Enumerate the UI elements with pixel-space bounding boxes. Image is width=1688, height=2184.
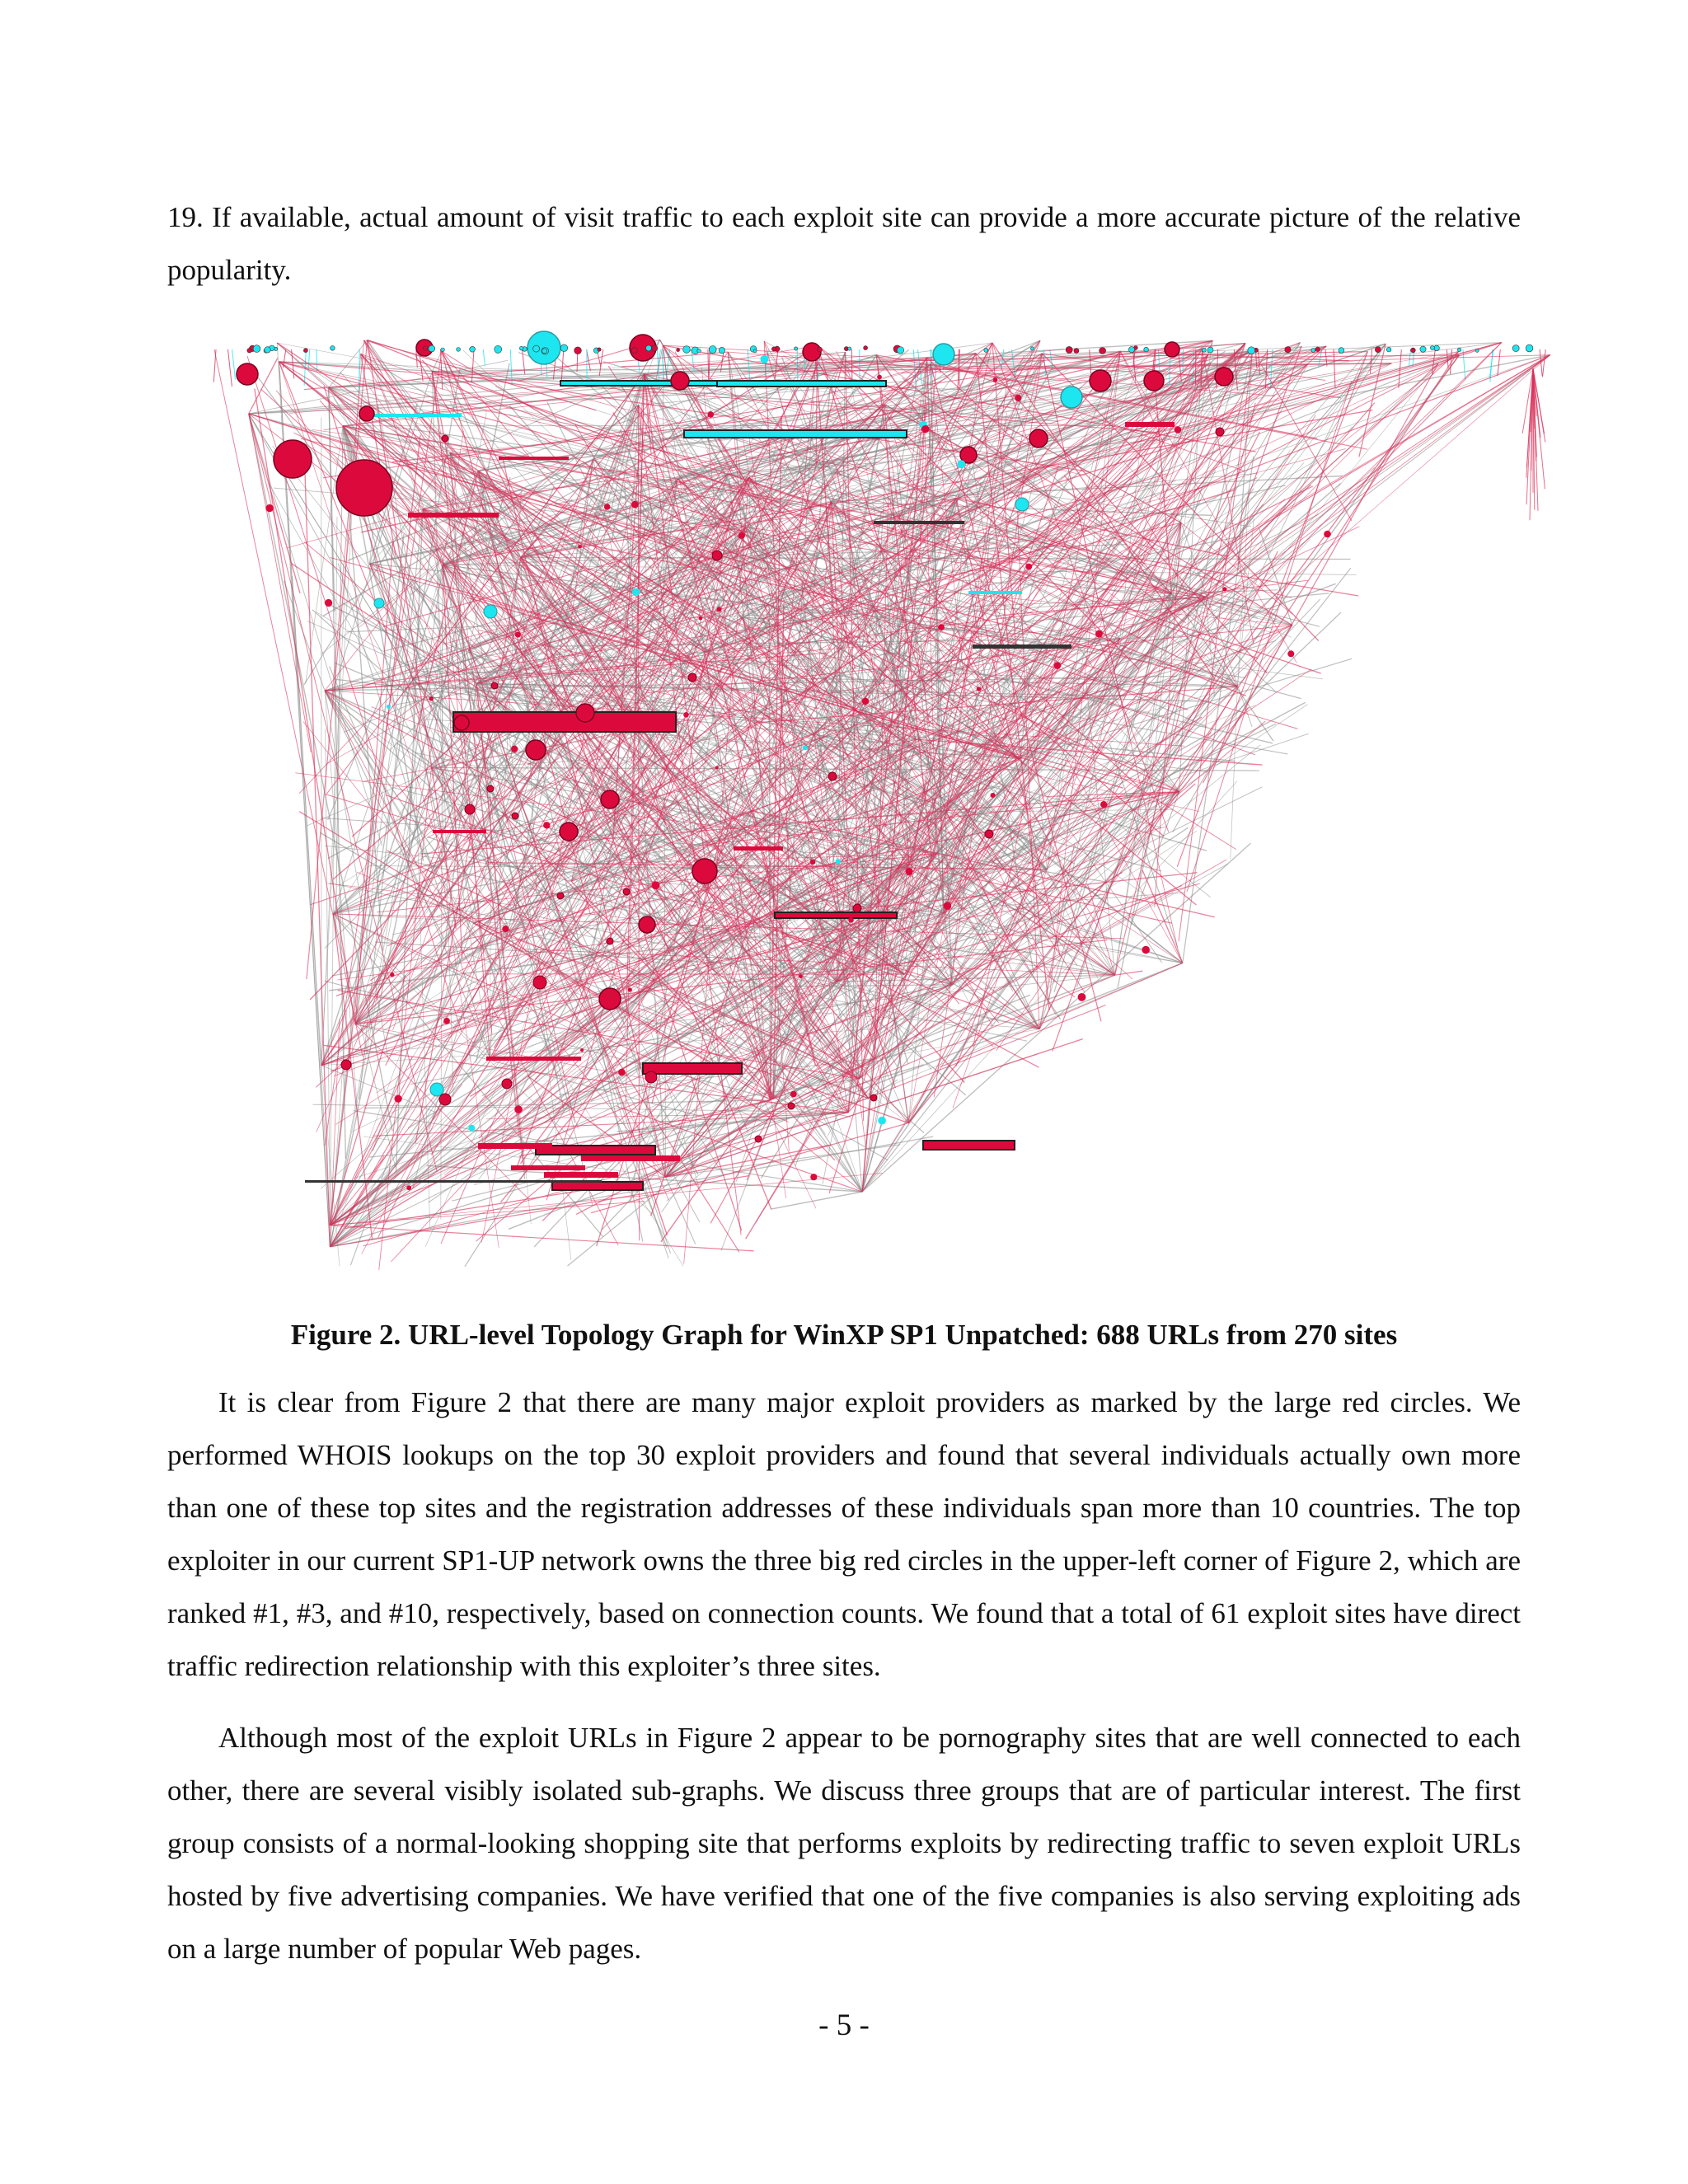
exploit-site-node <box>601 790 619 808</box>
site-node <box>761 355 769 363</box>
graph-edge <box>330 435 420 1226</box>
site-node <box>716 607 721 612</box>
site-node <box>993 377 998 382</box>
site-node <box>1222 587 1226 591</box>
exploit-site-node <box>557 893 564 899</box>
exploit-site-node <box>491 682 498 689</box>
site-node <box>519 346 523 350</box>
site-node <box>502 926 509 932</box>
exploit-site-node <box>712 551 722 560</box>
exploit-site-node <box>1029 429 1048 448</box>
graph-edge <box>373 1113 848 1137</box>
exploit-site-node <box>336 460 392 516</box>
graph-edge <box>1206 355 1550 598</box>
site-node <box>799 975 803 979</box>
site-node <box>646 345 652 351</box>
site-node <box>470 346 476 352</box>
exploit-site-node <box>788 1103 795 1109</box>
exploit-site-node <box>607 938 613 944</box>
site-node <box>495 345 502 353</box>
site-node <box>387 705 391 709</box>
exploit-site-node <box>487 785 494 792</box>
site-node <box>1287 650 1294 657</box>
site-node <box>543 822 550 828</box>
url-bar <box>511 1165 585 1170</box>
site-node <box>1100 801 1107 808</box>
site-node <box>604 504 611 510</box>
site-node <box>795 347 798 350</box>
site-node <box>560 344 568 352</box>
graph-edge <box>308 349 310 369</box>
site-node <box>574 347 582 354</box>
site-node <box>1223 378 1229 384</box>
url-bar <box>305 1180 602 1183</box>
exploit-site-node <box>1144 371 1164 391</box>
site-node <box>511 746 518 752</box>
site-node <box>423 346 427 350</box>
graph-edge <box>228 349 232 387</box>
site-node <box>1311 349 1315 353</box>
site-node <box>1142 946 1150 954</box>
url-bar <box>544 1172 618 1178</box>
graph-edge <box>330 1226 753 1251</box>
url-bar <box>433 830 486 833</box>
exploit-site-node <box>692 859 717 883</box>
site-node <box>810 860 816 865</box>
site-node <box>1324 531 1331 538</box>
site-node <box>803 745 808 750</box>
graph-edge <box>432 372 453 1098</box>
site-node <box>406 1185 411 1190</box>
site-node <box>1144 347 1149 352</box>
site-node <box>598 348 601 351</box>
exploit-site-node <box>439 1094 451 1105</box>
site-node <box>390 972 394 977</box>
exploit-site-node <box>853 904 861 912</box>
site-node <box>578 545 581 548</box>
page-number: - 5 - <box>818 2008 870 2042</box>
site-node <box>683 712 689 718</box>
site-node <box>515 632 521 638</box>
site-node <box>1030 347 1034 350</box>
graph-edge <box>249 414 392 1131</box>
site-node <box>542 349 547 354</box>
exploit-site-node <box>755 1136 762 1142</box>
site-node <box>933 344 954 365</box>
url-bar <box>923 1141 1015 1150</box>
site-node <box>265 504 273 512</box>
exploit-site-node <box>645 1071 657 1083</box>
site-node <box>331 346 335 351</box>
url-bar <box>478 1143 552 1149</box>
graph-edge <box>333 914 372 1240</box>
exploit-site-node <box>639 916 655 933</box>
url-bar <box>552 1182 643 1190</box>
site-node <box>683 346 691 354</box>
site-node <box>1315 347 1320 352</box>
site-node <box>374 598 384 608</box>
site-node <box>848 917 854 923</box>
site-node <box>944 902 952 910</box>
url-bar <box>734 846 783 851</box>
site-node <box>247 349 252 354</box>
site-node <box>709 346 716 354</box>
exploit-site-node <box>341 1060 351 1070</box>
exploit-site-node <box>688 673 696 682</box>
site-node <box>1025 564 1032 570</box>
exploit-site-node <box>465 804 475 814</box>
site-node <box>877 375 882 380</box>
site-node <box>430 1083 443 1096</box>
site-node <box>836 859 841 864</box>
site-node <box>1054 662 1062 669</box>
exploit-site-node <box>599 988 621 1010</box>
site-node <box>864 346 868 350</box>
graph-edge <box>666 1031 793 1177</box>
site-node <box>906 868 913 875</box>
topology-graph <box>198 315 1566 1283</box>
url-bar <box>717 381 886 387</box>
graph-edge <box>355 1024 528 1199</box>
site-node <box>719 347 724 353</box>
site-node <box>677 349 680 352</box>
site-node <box>457 348 461 352</box>
site-node <box>957 460 965 468</box>
site-node <box>441 348 445 352</box>
site-node <box>429 696 434 701</box>
url-bar <box>874 521 964 524</box>
site-node <box>1207 347 1213 353</box>
url-bar <box>371 414 462 417</box>
graph-edge <box>1115 971 1143 975</box>
graph-edge <box>330 1057 412 1226</box>
site-node <box>810 1174 817 1180</box>
site-node <box>1095 630 1103 638</box>
graph-edge <box>771 1192 862 1209</box>
graph-edges-red <box>214 340 1550 1270</box>
site-node <box>628 987 632 991</box>
exploit-site-node <box>828 772 837 780</box>
site-node <box>1078 993 1086 1001</box>
url-bar <box>581 1155 680 1161</box>
body-paragraph-1: It is clear from Figure 2 that there are many major exploit providers as marked by the large red circles. We performed WHOIS lookups on the top 30 exploit providers and found that several individuals actually own more than one of these top sites and the registration addresses of these individuals span more than 10 countries. The top exploiter in our current SP1-UP network owns the three big red circles in the upper-left corner of Figure 2, which are ranked #1, #3, and #10, respectively, based on connection counts. We found that a total of 61 exploit sites have direct traffic redirection relationship with this exploiter’s three sites. <box>167 1386 1521 1682</box>
exploit-site-node <box>870 1094 877 1101</box>
site-node <box>1100 348 1106 354</box>
body-paragraph-2: Although most of the exploit URLs in Figure 2 appear to be pornography sites that are well connected to each other, there are several visibly isolated sub-graphs. We discuss three groups that are of particular interest. The first group consists of a normal-looking shopping site that performs exploits by redirecting traffic to seven exploit URLs hosted by five advertising companies. We have verified that one of the five companies is also serving exploiting ads on a large number of popular Web pages. <box>167 1722 1521 1965</box>
site-node <box>395 1095 402 1103</box>
site-node <box>738 532 745 539</box>
site-node <box>1457 348 1461 351</box>
site-node <box>468 1125 475 1132</box>
site-node <box>1015 395 1021 401</box>
site-node <box>707 411 714 418</box>
figure-caption: Figure 2. URL-level Topology Graph for WinXP SP1 Unpatched: 688 URLs from 270 sites <box>290 1319 1398 1351</box>
graph-edge <box>660 1001 1040 1029</box>
site-node <box>632 588 640 596</box>
exploit-site-node <box>576 704 594 722</box>
site-node <box>1411 348 1416 353</box>
url-bar <box>1125 422 1175 427</box>
site-node <box>1202 348 1206 352</box>
site-node <box>580 1048 584 1052</box>
exploit-site-node <box>1090 370 1111 391</box>
exploit-site-node <box>533 976 546 989</box>
exploit-site-node <box>502 1079 512 1089</box>
graph-edge <box>316 349 317 372</box>
site-node <box>1512 345 1519 352</box>
exploit-site-node <box>1216 428 1224 436</box>
url-bar <box>408 513 499 518</box>
site-node <box>533 345 540 352</box>
site-node <box>325 599 332 607</box>
url-bar <box>968 591 1022 594</box>
exploit-site-node <box>560 823 578 841</box>
graph-edge <box>284 581 325 691</box>
site-node <box>1430 346 1434 350</box>
graph-edge <box>1543 349 1546 377</box>
site-node <box>1074 349 1079 354</box>
url-bar <box>643 1063 742 1074</box>
site-node <box>1128 347 1134 353</box>
graph-edge <box>708 349 709 382</box>
site-node <box>1285 347 1291 353</box>
site-node <box>443 1018 450 1024</box>
site-node <box>790 1091 797 1098</box>
exploit-site-node <box>671 372 689 390</box>
site-node <box>1061 387 1082 408</box>
site-node <box>1339 348 1344 354</box>
graph-edge <box>1498 349 1501 376</box>
site-node <box>818 347 823 352</box>
site-node <box>991 793 996 798</box>
url-bar <box>973 644 1071 649</box>
url-bar <box>486 1057 581 1061</box>
site-node <box>771 347 776 351</box>
url-bar <box>499 457 569 460</box>
site-node <box>303 349 307 353</box>
topology-graph-figure <box>198 315 1566 1283</box>
body-paragraph-top: 19. If available, actual amount of visit traffic to each exploit site can provide a more accurate picture of the relative popularity. <box>167 201 1521 286</box>
exploit-site-node <box>1165 342 1179 357</box>
site-node <box>1434 345 1440 351</box>
site-node <box>618 1069 626 1076</box>
site-node <box>1248 347 1255 354</box>
exploit-site-node <box>454 715 469 730</box>
site-node <box>1015 498 1029 511</box>
exploit-site-node <box>237 363 258 385</box>
site-node <box>631 501 639 509</box>
site-node <box>848 347 851 350</box>
site-node <box>1375 347 1381 353</box>
site-node <box>938 624 945 630</box>
site-node <box>429 345 435 352</box>
graph-edge <box>748 349 750 380</box>
site-node <box>652 881 660 889</box>
site-node <box>253 345 260 353</box>
url-bar <box>684 430 907 438</box>
site-node <box>984 348 988 352</box>
site-node <box>1420 346 1426 352</box>
url-bar <box>453 712 676 732</box>
site-node <box>697 349 701 353</box>
exploit-site-node <box>803 343 821 361</box>
site-node <box>715 766 719 770</box>
exploit-site-node <box>274 440 312 478</box>
url-bar <box>775 912 897 918</box>
site-node <box>753 349 757 353</box>
site-node <box>897 347 903 354</box>
site-node <box>1386 347 1391 352</box>
url-bar <box>560 381 725 386</box>
graph-edges-gray <box>213 340 1550 1267</box>
url-bar <box>536 1146 655 1155</box>
site-node <box>862 698 869 705</box>
site-node <box>878 1117 886 1125</box>
graph-edge <box>232 349 236 380</box>
site-node <box>699 616 703 621</box>
graph-edge <box>1409 349 1411 366</box>
exploit-site-node <box>359 406 374 421</box>
site-node <box>631 348 637 354</box>
exploit-site-node <box>442 435 448 442</box>
site-node <box>1526 344 1533 352</box>
exploit-site-node <box>1215 368 1233 386</box>
site-node <box>921 425 929 433</box>
exploit-site-node <box>512 813 518 819</box>
site-node <box>484 605 497 618</box>
graph-edge <box>483 349 485 366</box>
exploit-site-node <box>526 740 546 760</box>
exploit-site-node <box>623 888 630 895</box>
site-node <box>652 345 658 351</box>
site-node <box>1175 426 1182 434</box>
site-node <box>514 1105 523 1113</box>
site-node <box>1066 346 1072 353</box>
site-node <box>265 347 270 353</box>
site-node <box>1475 349 1479 352</box>
exploit-site-node <box>985 830 993 838</box>
site-node <box>977 687 981 691</box>
